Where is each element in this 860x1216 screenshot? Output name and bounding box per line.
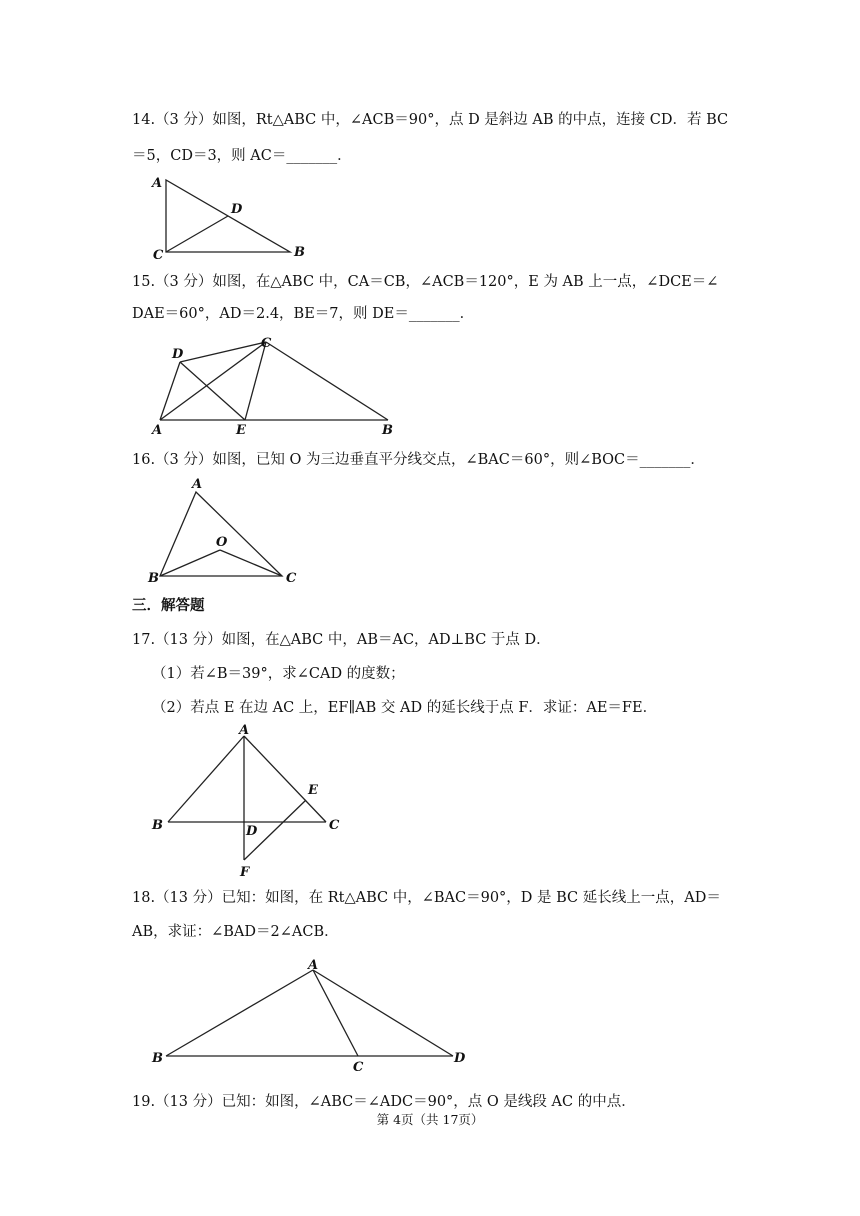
q16-label-a: A (192, 477, 203, 492)
q18-line1: 18.（13 分）已知：如图，在 Rt△ABC 中，∠BAC＝90°，D 是 BC 延长线上一点，AD＝ (132, 890, 721, 906)
q17-label-e: E (308, 783, 318, 798)
q17-sub2: （2）若点 E 在边 AC 上，EF∥AB 交 AD 的延长线于点 F．求证：AE＝FE． (152, 700, 658, 716)
q18-label-a: A (308, 958, 319, 973)
q16-label-b: B (148, 571, 159, 586)
q17-label-f: F (240, 865, 250, 880)
q15-figure (148, 334, 408, 438)
q17-line1: 17.（13 分）如图，在△ABC 中，AB＝AC，AD⊥BC 于点 D． (132, 632, 551, 648)
q19-line1: 19.（13 分）已知：如图，∠ABC＝∠ADC＝90°，点 O 是线段 AC 的中点． (132, 1094, 636, 1110)
q16-label-o: O (216, 535, 228, 550)
q14-line1: 14.（3 分）如图，Rt△ABC 中，∠ACB＝90°，点 D 是斜边 AB 的中点，连接 CD．若 BC (132, 112, 729, 128)
q15-label-c: C (261, 336, 272, 351)
q17-label-a: A (239, 723, 250, 738)
q17-label-b: B (152, 818, 163, 833)
page-footer: 第 4页（共 17页） (376, 1112, 484, 1127)
q14-label-c: C (153, 248, 164, 263)
q16-figure (146, 474, 306, 586)
q17-figure (146, 722, 356, 882)
q16-label-c: C (286, 571, 297, 586)
q14-label-d: D (231, 202, 243, 217)
q17-sub1: （1）若∠B＝39°，求∠CAD 的度数； (152, 666, 405, 682)
q18-line2: AB，求证：∠BAD＝2∠ACB． (132, 924, 339, 940)
q15-line2: DAE＝60°，AD＝2.4，BE＝7，则 DE＝_______． (132, 306, 475, 322)
q14-figure (148, 172, 318, 264)
q14-label-b: B (294, 245, 305, 260)
q14-line2: ＝5，CD＝3，则 AC＝_______． (132, 148, 352, 164)
q18-label-b: B (152, 1051, 163, 1066)
q15-label-d: D (172, 347, 184, 362)
q18-figure (148, 956, 478, 1076)
q15-label-a: A (152, 423, 163, 438)
q17-label-d: D (246, 824, 258, 839)
q17-label-c: C (329, 818, 340, 833)
q15-label-e: E (236, 423, 246, 438)
q18-label-c: C (353, 1060, 364, 1075)
q18-label-d: D (454, 1051, 466, 1066)
q15-label-b: B (382, 423, 393, 438)
q15-line1: 15.（3 分）如图，在△ABC 中，CA＝CB，∠ACB＝120°，E 为 AB 上一点，∠DCE＝∠ (132, 274, 719, 290)
section-heading: 三．解答题 (132, 598, 205, 614)
q14-label-a: A (152, 176, 163, 191)
q16-line1: 16.（3 分）如图，已知 O 为三边垂直平分线交点，∠BAC＝60°，则∠BOC＝_______． (132, 452, 705, 468)
